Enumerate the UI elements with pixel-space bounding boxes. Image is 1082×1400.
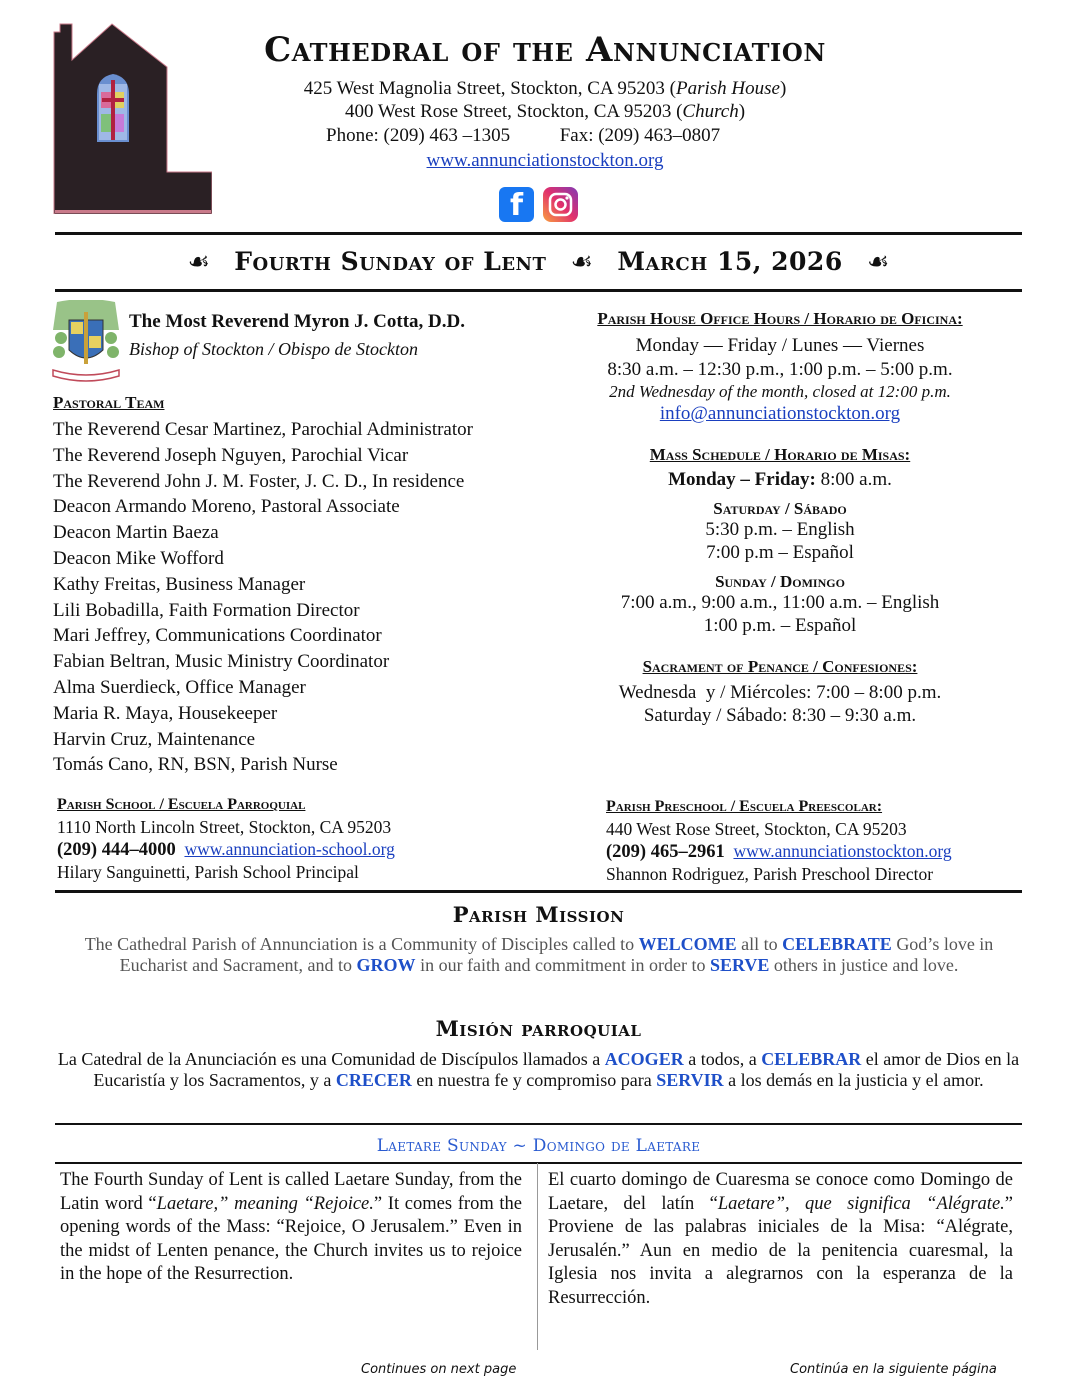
preschool-website-link[interactable]: www.annunciationstockton.org [733, 841, 952, 861]
preschool-heading: Parish Preschool / Escuela Preescolar: [606, 798, 883, 815]
email-link[interactable]: info@annunciationstockton.org [659, 403, 901, 424]
office-hours: 8:30 a.m. – 12:30 p.m., 1:00 p.m. – 5:00 p.m. [607, 359, 953, 380]
pastoral-team-list [53, 417, 543, 778]
list-item: Fabian Beltran, Music Ministry Coordinator [53, 651, 390, 673]
mass-schedule-heading: Mass Schedule / Horario de Misas: [649, 445, 911, 464]
fleuron-icon: ☙ [570, 247, 594, 276]
saturday-heading: Saturday / Sábado [713, 499, 847, 518]
school-principal: Hilary Sanguinetti, Parish School Principal [57, 862, 359, 882]
school-website-link[interactable]: www.annunciation-school.org [184, 839, 395, 859]
laetare-heading: Laetare Sunday ~ Domingo de Laetare [376, 1136, 701, 1156]
penance-time: Saturday / Sábado: 8:30 – 9:30 a.m. [643, 705, 917, 726]
preschool-contact: (209) 465–2961 www.annunciationstockton.org [606, 841, 952, 862]
divider [55, 232, 1022, 235]
sunday-mass: 7:00 a.m., 9:00 a.m., 11:00 a.m. – English [620, 592, 940, 613]
divider [55, 1162, 1022, 1164]
divider [55, 890, 1022, 893]
list-item: Maria R. Maya, Housekeeper [53, 702, 278, 724]
facebook-icon[interactable]: f [499, 187, 534, 222]
list-item: Alma Suerdieck, Office Manager [53, 676, 306, 698]
school-heading: Parish School / Escuela Parroquial [57, 796, 306, 813]
penance-heading: Sacrament of Penance / Confesiones: [642, 657, 918, 676]
bishop-crest-icon [47, 300, 125, 382]
instagram-icon[interactable] [543, 187, 578, 222]
office-note: 2nd Wednesday of the month, closed at 12:00 p.m. [609, 382, 951, 401]
penance-time: Wednesda y / Miércoles: 7:00 – 8:00 p.m. [618, 682, 942, 703]
preschool-block [606, 796, 1026, 885]
fax: Fax: (209) 463–0807 [559, 125, 721, 146]
bulletin-date: March 15, 2026 [617, 247, 843, 276]
list-item: Kathy Freitas, Business Manager [53, 573, 306, 595]
cathedral-logo [52, 22, 212, 214]
fleuron-icon: ☙ [866, 247, 890, 276]
list-item: Deacon Armando Moreno, Pastoral Associate [53, 496, 400, 518]
office-hours-heading: Parish House Office Hours / Horario de Oficina: [597, 309, 963, 328]
website-link[interactable]: www.annunciationstockton.org [426, 150, 664, 171]
list-item: Harvin Cruz, Maintenance [53, 728, 256, 750]
church-title: Cathedral of the Annunciation [264, 30, 826, 70]
weekday-masses: Monday – Friday: 8:00 a.m. [668, 469, 892, 490]
preschool-director: Shannon Rodriguez, Parish Preschool Director [606, 864, 934, 884]
continues-note: Continues on next page [361, 1362, 517, 1377]
list-item: Deacon Mike Wofford [53, 547, 224, 569]
divider [55, 1123, 1022, 1125]
sunday-mass: 1:00 p.m. – Español [703, 615, 857, 636]
sunday-heading: Sunday / Domingo [715, 572, 845, 591]
divider [55, 289, 1022, 292]
school-block [57, 794, 527, 883]
preschool-address: 440 West Rose Street, Stockton, CA 95203 [606, 819, 907, 839]
phone-fax [326, 125, 806, 147]
list-item: Deacon Martin Baeza [53, 522, 219, 544]
address-church: 400 West Rose Street, Stockton, CA 95203 (Church) [344, 101, 746, 122]
laetare-english: The Fourth Sunday of Lent is called Laetare Sunday, from the Latin word “Laetare,” meaning “Rejoice.” It comes from the opening words of the Mass: “Rejoice, O Jerusalem.” Even in the midst of Lenten penance, the Church invites us to rejoice in the hope of the Resurrection. [60, 1170, 522, 1285]
mision-heading: Misión parroquial [435, 1016, 642, 1041]
laetare-spanish: El cuarto domingo de Cuaresma se conoce como Domingo de Laetare, del latín “Laetare”, que significa “Alégrate.” Proviene de las palabras iniciales de la Misa: “Alégrate, Jerusalén.” Aun en medio de la penitencia cuaresmal, la Iglesia nos invita a alegrarnos con la esperanza de la Resurrección. [548, 1170, 1013, 1308]
list-item: The Reverend Cesar Martinez, Parochial Administrator [53, 419, 473, 440]
office-days: Monday — Friday / Lunes — Viernes [635, 335, 925, 356]
saturday-mass: 7:00 p.m – Español [706, 542, 854, 563]
list-item: Tomás Cano, RN, BSN, Parish Nurse [53, 754, 338, 776]
mission-text: The Cathedral Parish of Annunciation is a Community of Disciples called to WELCOME all to CELEBRATE God’s love in Eucharist and Sacrament, and to GROW in our faith and commitment in order to SERVE others in justice and love. [84, 934, 994, 975]
list-item: The Reverend John J. M. Foster, J. C. D., In residence [53, 470, 465, 492]
list-item: The Reverend Joseph Nguyen, Parochial Vicar [53, 444, 409, 466]
occasion-title: Fourth Sunday of Lent [234, 247, 547, 276]
bishop-title: Bishop of Stockton / Obispo de Stockton [129, 339, 418, 359]
mission-heading: Parish Mission [452, 902, 625, 927]
banner [55, 247, 1022, 277]
continua-note: Continúa en la siguiente página [790, 1362, 997, 1377]
list-item: Lili Bobadilla, Faith Formation Director [53, 599, 360, 621]
address-parish: 425 West Magnolia Street, Stockton, CA 95203 (Parish House) [303, 78, 787, 99]
school-address: 1110 North Lincoln Street, Stockton, CA 95203 [57, 817, 392, 837]
school-contact: (209) 444–4000 www.annunciation-school.org [57, 839, 395, 860]
saturday-mass: 5:30 p.m. – English [705, 519, 855, 540]
fleuron-icon: ☙ [187, 247, 211, 276]
bishop-name: The Most Reverend Myron J. Cotta, D.D. [129, 311, 465, 332]
phone: Phone: (209) 463 –1305 [326, 125, 511, 146]
column-divider [537, 1163, 538, 1350]
list-item: Mari Jeffrey, Communications Coordinator [53, 625, 382, 647]
mision-text: La Catedral de la Anunciación es una Comunidad de Discípulos llamados a ACOGER a todos, a CELEBRAR el amor de Dios en la Eucaristía y los Sacramentos, y a CRECER en nuestra fe y compromiso para SERVIR a los demás en la justicia y el amor. [57, 1049, 1020, 1090]
pastoral-team-heading: Pastoral Team [53, 393, 165, 412]
schedule-column [540, 309, 1020, 727]
